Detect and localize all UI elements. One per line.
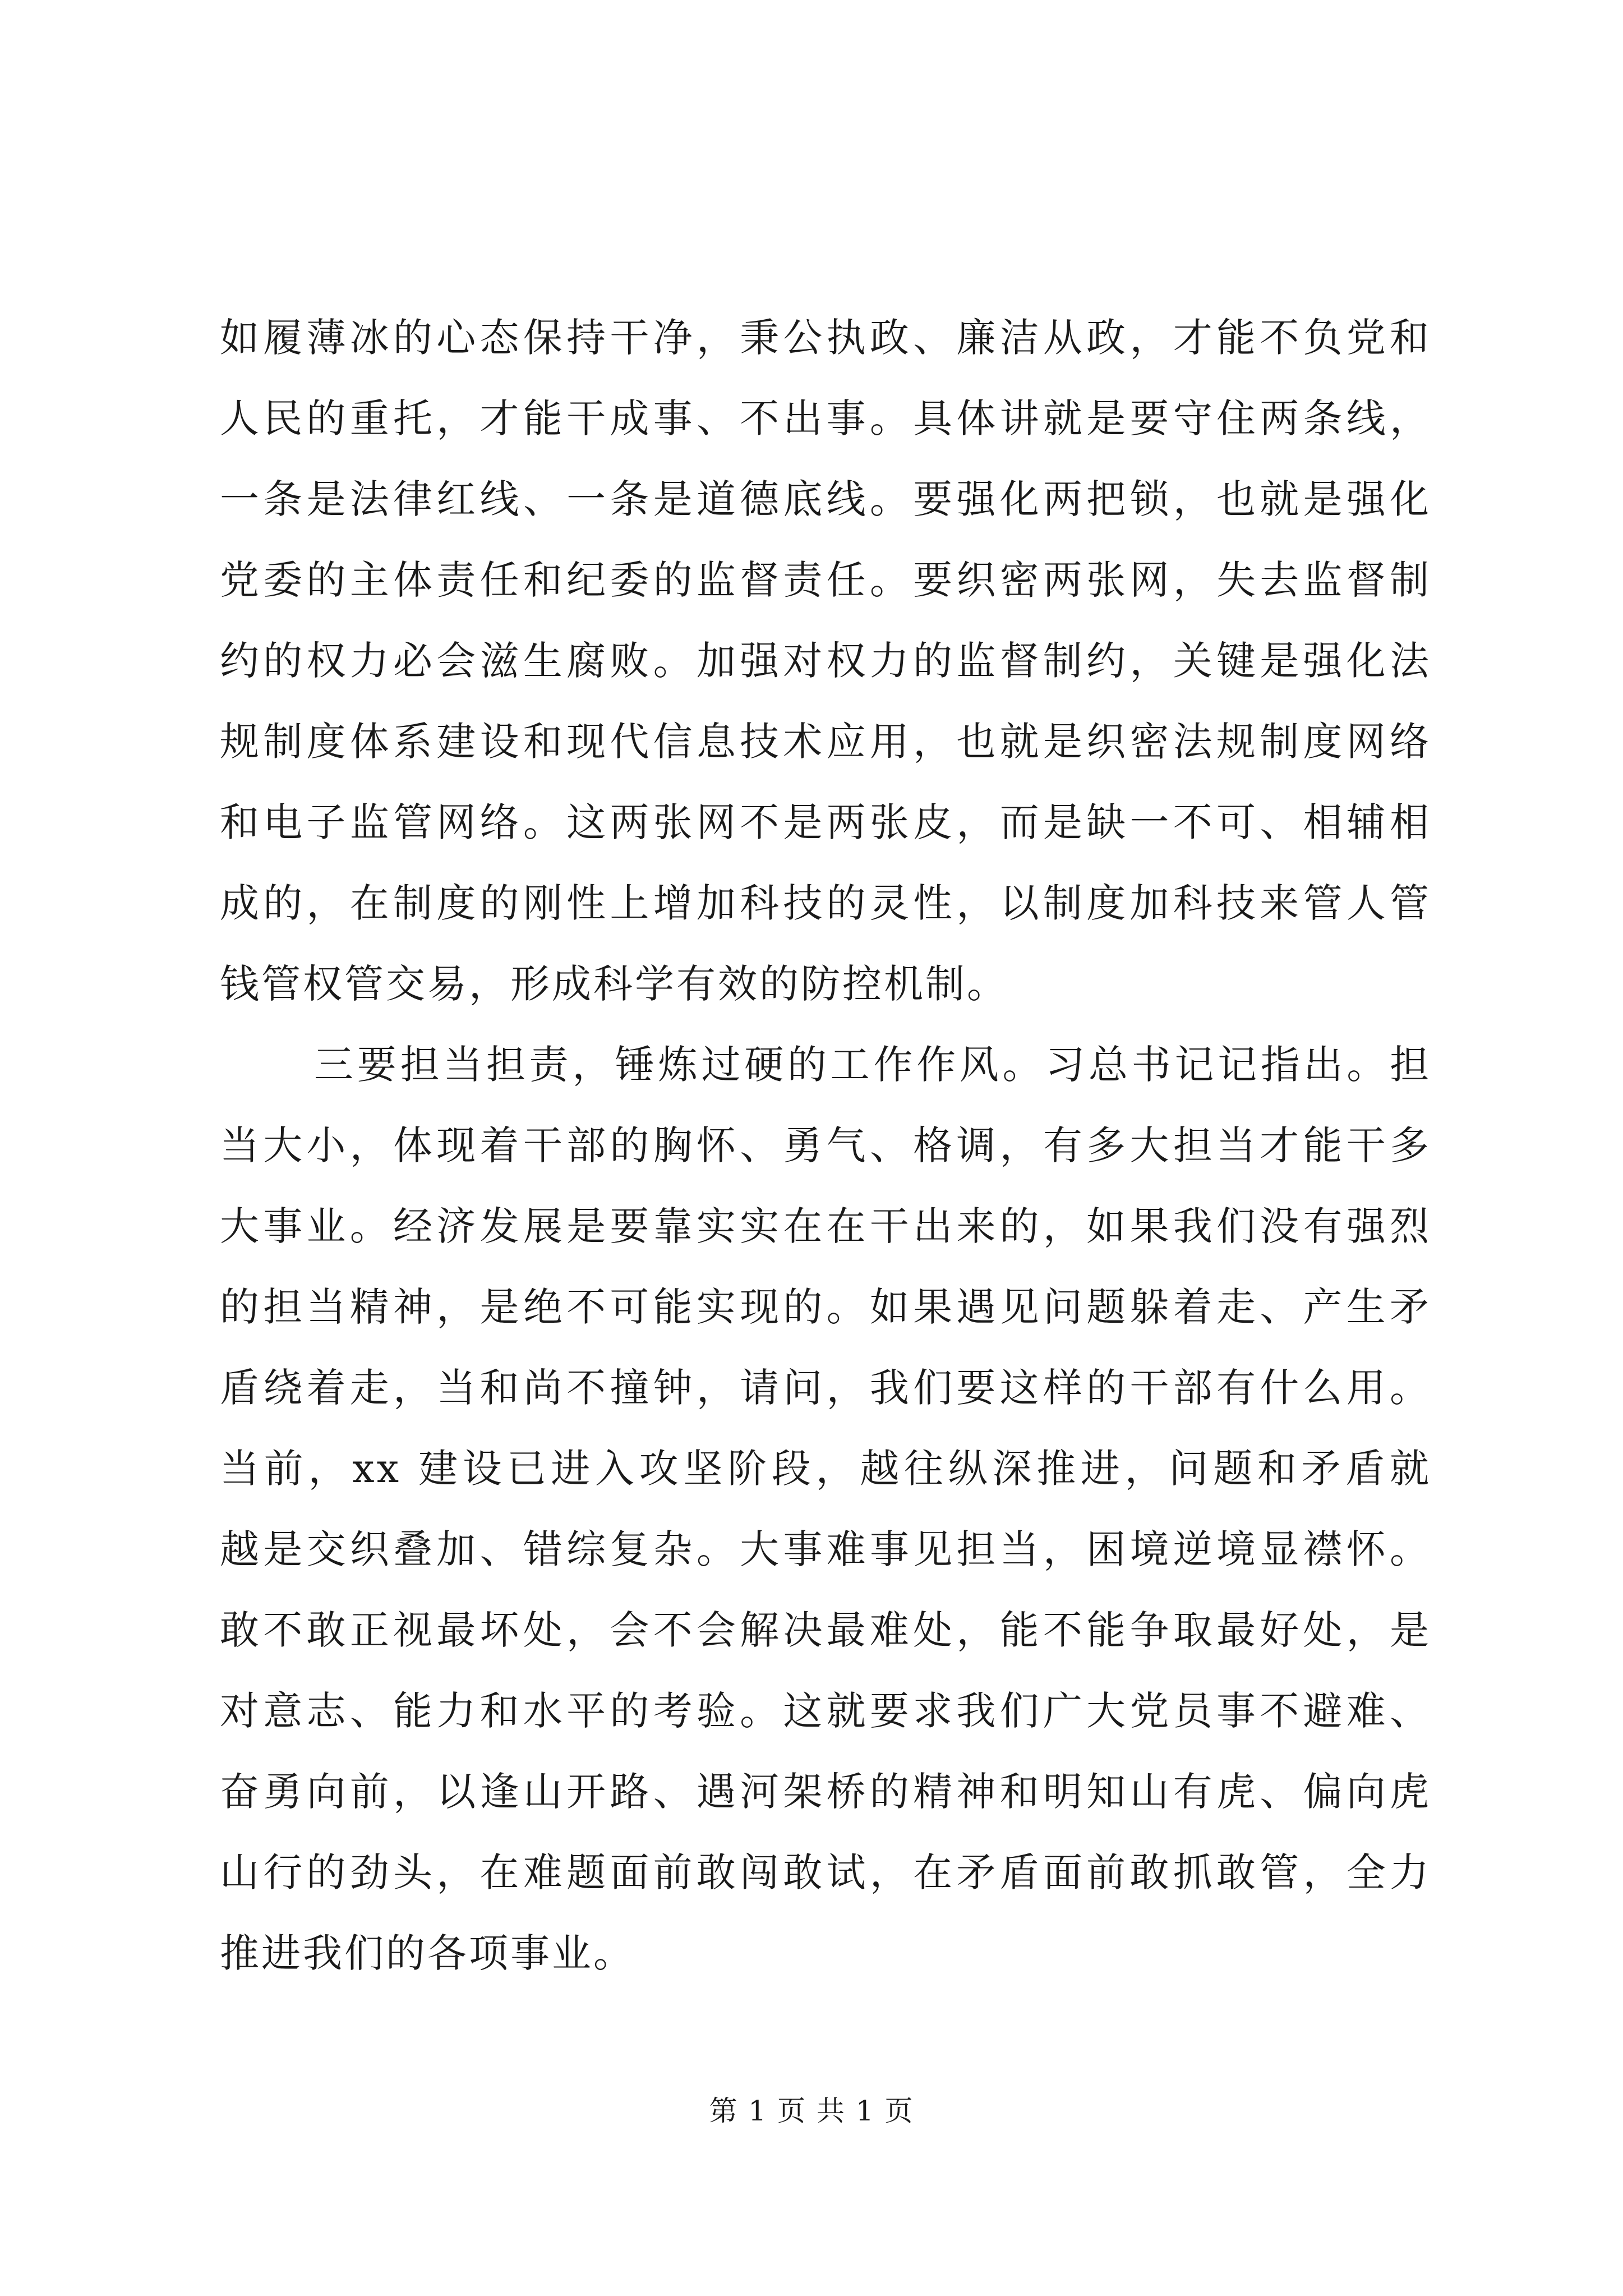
text-line: 人民的重托，才能干成事、不出事。具体讲就是要守住两条线， (220, 395, 1431, 441)
text-line: 当前，xx 建设已进入攻坚阶段，越往纵深推进，问题和矛盾就 (220, 1446, 1431, 1492)
text-line: 党委的主体责任和纪委的监督责任。要织密两张网，失去监督制 (220, 557, 1431, 603)
text-line: 钱管权管交易，形成科学有效的防控机制。 (220, 961, 1008, 1007)
text-line: 越是交织叠加、错综复杂。大事难事见担当，困境逆境显襟怀。 (220, 1526, 1431, 1572)
text-line: 大事业。经济发展是要靠实实在在干出来的，如果我们没有强烈 (220, 1203, 1431, 1249)
text-line: 敢不敢正视最坏处，会不会解决最难处，能不能争取最好处，是 (220, 1607, 1431, 1653)
text-line: 一条是法律红线、一条是道德底线。要强化两把锁，也就是强化 (220, 476, 1431, 522)
text-line: 对意志、能力和水平的考验。这就要求我们广大党员事不避难、 (220, 1688, 1431, 1734)
text-line: 盾绕着走，当和尚不撞钟，请问，我们要这样的干部有什么用。 (220, 1365, 1431, 1411)
text-line: 当大小，体现着干部的胸怀、勇气、格调，有多大担当才能干多 (220, 1122, 1431, 1168)
text-line: 三要担当担责，锤炼过硬的工作作风。习总书记记指出。担 (314, 1042, 1431, 1088)
page-footer: 第 1 页 共 1 页 (709, 2095, 914, 2127)
text-line: 和电子监管网络。这两张网不是两张皮，而是缺一不可、相辅相 (220, 799, 1431, 845)
text-line: 推进我们的各项事业。 (220, 1930, 635, 1976)
text-line: 规制度体系建设和现代信息技术应用，也就是织密法规制度网络 (220, 719, 1431, 765)
body-text (220, 297, 1431, 1994)
text-line: 如履薄冰的心态保持干净，秉公执政、廉洁从政，才能不负党和 (220, 315, 1431, 361)
text-line: 成的，在制度的刚性上增加科技的灵性，以制度加科技来管人管 (220, 880, 1431, 926)
text-line: 的担当精神，是绝不可能实现的。如果遇见问题躲着走、产生矛 (220, 1284, 1431, 1330)
text-line: 山行的劲头，在难题面前敢闯敢试，在矛盾面前敢抓敢管，全力 (220, 1849, 1431, 1895)
text-line: 约的权力必会滋生腐败。加强对权力的监督制约，关键是强化法 (220, 638, 1431, 684)
text-line: 奋勇向前，以逢山开路、遇河架桥的精神和明知山有虎、偏向虎 (220, 1769, 1431, 1815)
